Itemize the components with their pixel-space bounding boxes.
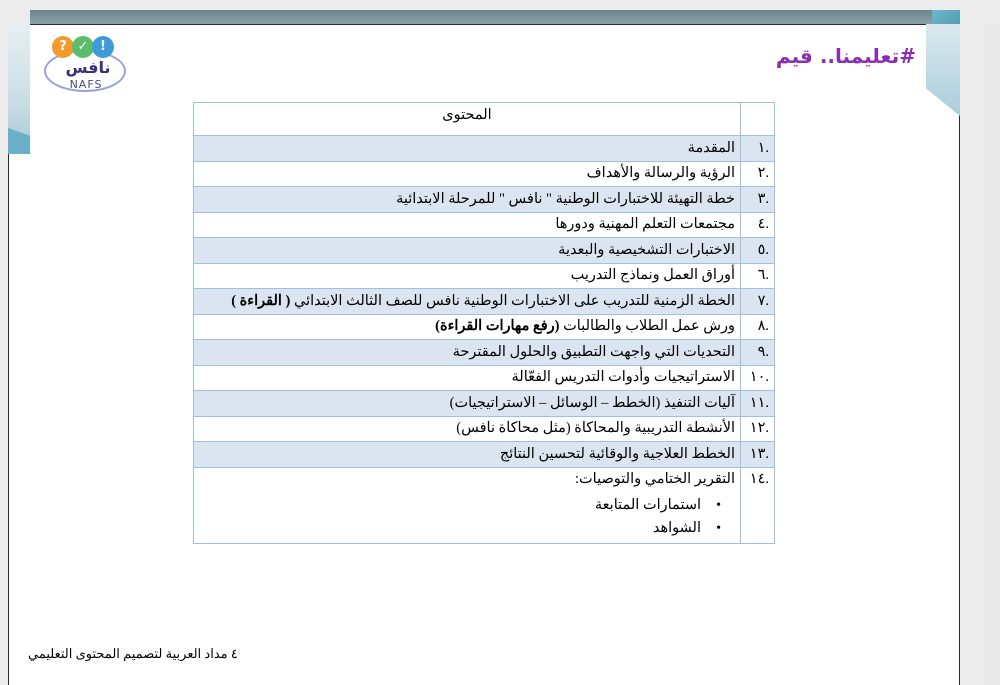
item-text-cell (194, 314, 741, 340)
table-row (194, 263, 775, 289)
item-text: المقدمة (194, 136, 741, 162)
item-text: مجتمعات التعلم المهنية ودورها (194, 212, 741, 238)
header-num-cell (741, 103, 775, 136)
item-number: .١٢ (741, 416, 775, 442)
table-row (194, 467, 775, 543)
item-number: .٨ (741, 314, 775, 340)
logo-text-english: NAFS (69, 78, 103, 91)
table-row (194, 161, 775, 187)
contents-title: المحتوى (194, 103, 741, 136)
table-row (194, 238, 775, 264)
logo-text-arabic: نافس (65, 58, 111, 77)
page-footer: ٤ مداد العربية لتصميم المحتوى التعليمي (28, 646, 238, 661)
item-number: .١٣ (741, 442, 775, 468)
check-icon: ✓ (72, 36, 94, 58)
nafs-logo (42, 36, 132, 92)
item-text: أوراق العمل ونماذج التدريب (194, 263, 741, 289)
item-text-bold: (رفع مهارات القراءة) (435, 318, 560, 335)
item-number: .٧ (741, 289, 775, 315)
table-row (194, 340, 775, 366)
item-text: الأنشطة التدريبية والمحاكاة (مثل محاكاة نافس) (194, 416, 741, 442)
table-row (194, 391, 775, 417)
item-text: ورش عمل الطلاب والطالبات (563, 318, 735, 335)
item-text-bold: ( القراءة ) (231, 292, 291, 309)
brand-hashtag: #تعليمنا.. قيم (775, 44, 916, 68)
item-number: .٣ (741, 187, 775, 213)
list-item: • الشواهد (199, 517, 729, 540)
item-number: .١١ (741, 391, 775, 417)
item-text: الاستراتيجيات وأدوات التدريس الفعّالة (194, 365, 741, 391)
table-row (194, 136, 775, 162)
item-text: التحديات التي واجهت التطبيق والحلول المقترحة (194, 340, 741, 366)
table-row (194, 289, 775, 315)
contents-table (193, 102, 775, 544)
item-text: التقرير الختامي والتوصيات: (575, 470, 735, 487)
table-row (194, 416, 775, 442)
item-number: .١٤ (741, 467, 775, 543)
table-header-row (194, 103, 775, 136)
item-number: .٤ (741, 212, 775, 238)
question-icon: ? (52, 36, 74, 58)
list-item: • استمارات المتابعة (199, 494, 729, 517)
item-text-cell (194, 289, 741, 315)
item-number: .٦ (741, 263, 775, 289)
scrollbar[interactable] (985, 24, 1000, 685)
table-row (194, 365, 775, 391)
item-text: آليات التنفيذ (الخطط – الوسائل – الاستراتيجيات) (194, 391, 741, 417)
table-row (194, 442, 775, 468)
item-text: الرؤية والرسالة والأهداف (194, 161, 741, 187)
item-number: .١ (741, 136, 775, 162)
item-text: الخطة الزمنية للتدريب على الاختبارات الوطنية نافس للصف الثالث الابتدائي (293, 292, 735, 309)
item-number: .٢ (741, 161, 775, 187)
exclamation-icon: ! (92, 36, 114, 58)
table-row (194, 212, 775, 238)
sub-list (199, 494, 735, 540)
item-number: .١٠ (741, 365, 775, 391)
item-text: الاختبارات التشخيصية والبعدية (194, 238, 741, 264)
item-number: .٩ (741, 340, 775, 366)
item-text: الخطط العلاجية والوقائية لتحسين النتائج (194, 442, 741, 468)
table-row (194, 314, 775, 340)
item-text-cell (194, 467, 741, 543)
item-number: .٥ (741, 238, 775, 264)
table-row (194, 187, 775, 213)
item-text: خطة التهيئة للاختبارات الوطنية " نافس " للمرحلة الابتدائية (194, 187, 741, 213)
